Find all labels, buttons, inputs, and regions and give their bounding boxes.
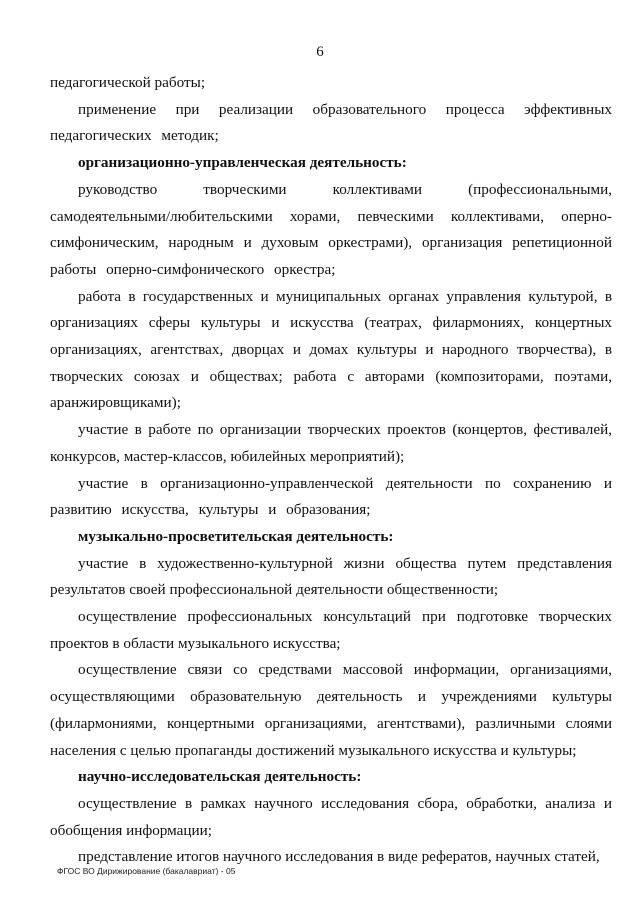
section-heading: организационно-управленческая деятельность: <box>78 154 407 172</box>
paragraph: участие в художественно-культурной жизни общества путем представления результатов своей профессиональной деятельности общественности; <box>50 554 612 599</box>
paragraph: осуществление в рамках научного исследования сбора, обработки, анализа и обобщения информации; <box>50 794 612 839</box>
paragraph: участие в работе по организации творческих проектов (концертов, фестивалей, конкурсов, мастер-классов, юбилейных мероприятий); <box>50 421 612 465</box>
paragraph: представление итогов научного исследования в виде рефератов, научных статей, <box>78 848 600 866</box>
page-number: 6 <box>316 44 324 60</box>
section-heading: музыкально-просветительская деятельность: <box>78 527 394 545</box>
section-heading: научно-исследовательская деятельность: <box>78 768 362 786</box>
paragraph: руководство творческими коллективами (профессиональными, самодеятельными/любительскими хорами, певческими коллективами, оперно-симфоническим, народным и духовым оркестрами), организация репетиционной работы оперно-симфонического оркестра; <box>50 180 612 278</box>
paragraph: участие в организационно-управленческой деятельности по сохранению и развитию искусства, культуры и образования; <box>50 474 612 519</box>
paragraph: осуществление профессиональных консультаций при подготовке творческих проектов в области музыкального искусства; <box>50 608 612 652</box>
paragraph: педагогической работы; <box>50 74 206 91</box>
paragraph: работа в государственных и муниципальных органах управления культурой, в организациях сферы культуры и искусства (театрах, филармониях, концертных организациях, агентствах, дворцах и домах культуры и народного творчества), в творческих союзах и обществах; работа с авторами (композиторами, поэтами, аранжировщиками); <box>50 287 612 412</box>
footer-text: ФГОС ВО Дирижирование (бакалавриат) - 05 <box>57 866 236 876</box>
paragraph: применение при реализации образовательного процесса эффективных педагогических методик; <box>50 100 612 145</box>
paragraph: осуществление связи со средствами массовой информации, организациями, осуществляющими образовательную деятельность и учреждениями культуры (филармониями, концертными организациями, агентствами), различными слоями населения с целью пропаганды достижений музыкального искусства и культуры; <box>50 661 612 759</box>
document-body <box>50 70 612 871</box>
